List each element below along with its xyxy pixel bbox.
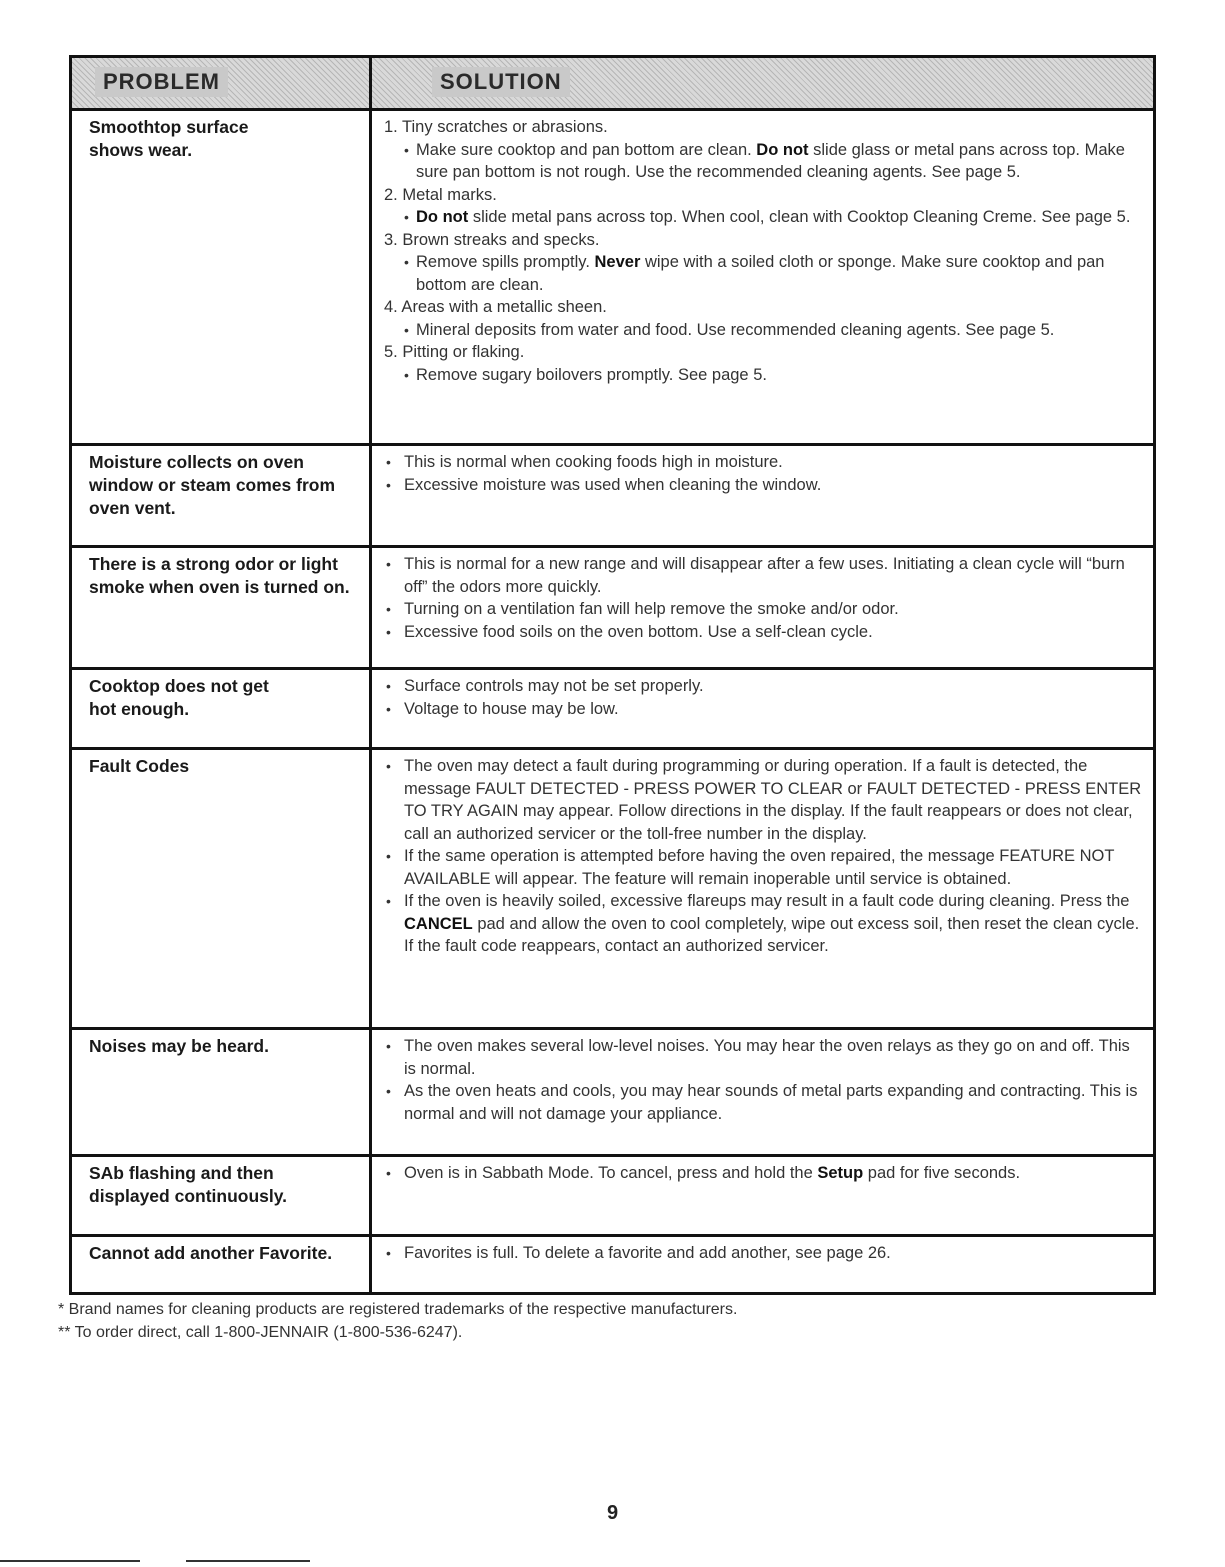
solution-text: As the oven heats and cools, you may hear sounds of metal parts expanding and contracting. This is normal and will not damage your appliance. — [404, 1082, 1138, 1123]
problem-header-cell — [72, 58, 372, 108]
solution-text: The oven may detect a fault during programming or during operation. If a fault is detected, the message FAULT DETECTED - PRESS POWER TO CLEAR or FAULT DETECTED - PRESS ENTER TO TRY AGAIN may appear. Follow directions in the display. If the fault reappears or does not clear, call an authorized servicer or the toll-free number in the display. — [404, 757, 1142, 843]
solution-header-cell — [372, 58, 1153, 108]
sub-bullet-item — [384, 251, 1143, 296]
solution-text: Excessive food soils on the oven bottom. Use a self-clean cycle. — [404, 622, 873, 641]
solution-text: Excessive moisture was used when cleaning the window. — [404, 475, 822, 494]
table-header — [72, 58, 1153, 108]
bullet-item — [384, 1162, 1143, 1185]
solution-text: Voltage to house may be low. — [404, 699, 619, 718]
bullet-item — [384, 1080, 1143, 1125]
solution-cell — [372, 548, 1153, 667]
table-row — [72, 747, 1153, 1027]
sub-bullet-item — [384, 139, 1143, 184]
problem-text: There is a strong odor or light smoke when oven is turned on. — [89, 554, 350, 597]
emphasis-text: Setup — [817, 1164, 864, 1182]
table-row — [72, 1234, 1153, 1292]
solution-text: Favorites is full. To delete a favorite and add another, see page 26. — [404, 1244, 891, 1262]
problem-text: Smoothtop surface shows wear. — [89, 117, 249, 160]
sub-bullet-item — [384, 206, 1143, 229]
bullet-item — [384, 698, 1143, 721]
numbered-item: 2. Metal marks. — [384, 185, 497, 204]
solution-text: slide metal pans across top. When cool, clean with Cooktop Cleaning Creme. See page 5. — [468, 208, 1131, 226]
sub-bullet-item — [384, 319, 1143, 342]
problem-cell — [72, 750, 372, 1027]
problem-text: Cannot add another Favorite. — [89, 1243, 333, 1263]
bullet-item — [384, 451, 1143, 474]
problem-cell — [72, 1030, 372, 1154]
problem-text: Noises may be heard. — [89, 1036, 269, 1056]
problem-cell — [72, 1237, 372, 1292]
solution-text: This is normal for a new range and will disappear after a few uses. Initiating a clean cycle will “burn off” the odors more quickly. — [404, 555, 1125, 596]
table-row — [72, 443, 1153, 545]
sub-bullet-item — [384, 364, 1143, 387]
divider — [0, 1560, 140, 1562]
solution-text: This is normal when cooking foods high in moisture. — [404, 453, 783, 471]
solution-text: wipe with a soiled cloth or sponge. Make sure cooktop and pan bottom are clean. — [416, 253, 1105, 294]
solution-cell — [372, 1157, 1153, 1234]
bullet-item — [384, 890, 1143, 958]
bullet-item — [384, 474, 1143, 497]
solution-cell — [372, 670, 1153, 747]
table-row — [72, 667, 1153, 747]
table-row — [72, 1027, 1153, 1154]
solution-text: Turning on a ventilation fan will help remove the smoke and/or odor. — [404, 600, 899, 618]
problem-text: Fault Codes — [89, 756, 190, 776]
solution-text: Remove sugary boilovers promptly. See page 5. — [416, 365, 767, 384]
problem-text: SAb flashing and then displayed continuously. — [89, 1163, 288, 1206]
problem-text: Cooktop does not get hot enough. — [89, 676, 269, 719]
emphasis-text: Never — [594, 253, 641, 271]
solution-text: slide glass or metal pans across top. Make sure pan bottom is not rough. Use the recommended cleaning agents. See page 5. — [416, 140, 1125, 181]
solution-cell — [372, 1030, 1153, 1154]
solution-text: Make sure cooktop and pan bottom are clean. — [416, 140, 757, 159]
numbered-item: 5. Pitting or flaking. — [384, 343, 525, 361]
problem-cell — [72, 446, 372, 545]
footnote: ** To order direct, call 1-800-JENNAIR (1-800-536-6247). — [58, 1324, 463, 1341]
solution-cell — [372, 111, 1153, 443]
solution-text: If the same operation is attempted before having the oven repaired, the message FEATURE NOT AVAILABLE will appear. The feature will remain inoperable until service is obtained. — [404, 847, 1115, 888]
solution-text: pad for five seconds. — [863, 1164, 1021, 1182]
solution-cell — [372, 750, 1153, 1027]
problem-cell — [72, 548, 372, 667]
page-number: 9 — [606, 1502, 619, 1524]
problem-cell — [72, 670, 372, 747]
problem-cell — [72, 1157, 372, 1234]
footnotes — [58, 1298, 737, 1344]
table-row — [72, 1154, 1153, 1234]
solution-text: Surface controls may not be set properly. — [404, 677, 704, 695]
solution-header: SOLUTION — [432, 67, 570, 97]
emphasis-text: Do not — [416, 208, 469, 226]
bullet-item — [384, 598, 1143, 621]
bullet-item — [384, 1035, 1143, 1080]
problem-cell — [72, 111, 372, 443]
numbered-item: 3. Brown streaks and specks. — [384, 230, 600, 249]
problem-text: Moisture collects on oven window or steam comes from oven vent. — [89, 452, 336, 518]
table-row — [72, 108, 1153, 443]
bullet-item — [384, 675, 1143, 698]
bullet-item — [384, 845, 1143, 890]
problem-header: PROBLEM — [95, 67, 228, 97]
footnote: * Brand names for cleaning products are registered trademarks of the respective manufacturers. — [58, 1301, 738, 1318]
table-body — [72, 108, 1153, 1292]
solution-text: If the oven is heavily soiled, excessive flareups may result in a fault code during cleaning. Press the — [404, 892, 1130, 910]
bullet-item — [384, 1242, 1143, 1265]
bullet-item — [384, 755, 1143, 845]
table-row — [72, 545, 1153, 667]
troubleshooting-table — [69, 55, 1156, 1295]
solution-text: pad and allow the oven to cool completely, wipe out excess soil, then reset the clean cycle. If the fault code reappears, contact an authorized servicer. — [404, 914, 1140, 955]
solution-text: Remove spills promptly. — [416, 253, 595, 271]
solution-text: Oven is in Sabbath Mode. To cancel, press and hold the — [404, 1164, 818, 1182]
divider — [186, 1560, 310, 1562]
bullet-item — [384, 621, 1143, 644]
emphasis-text: CANCEL — [404, 914, 473, 933]
emphasis-text: Do not — [756, 140, 809, 159]
solution-cell — [372, 1237, 1153, 1292]
bullet-item — [384, 553, 1143, 598]
solution-text: The oven makes several low-level noises. You may hear the oven relays as they go on and off. This is normal. — [404, 1037, 1130, 1078]
solution-text: Mineral deposits from water and food. Use recommended cleaning agents. See page 5. — [416, 320, 1055, 339]
solution-cell — [372, 446, 1153, 545]
numbered-item: 1. Tiny scratches or abrasions. — [384, 118, 608, 136]
numbered-item: 4. Areas with a metallic sheen. — [384, 298, 607, 316]
